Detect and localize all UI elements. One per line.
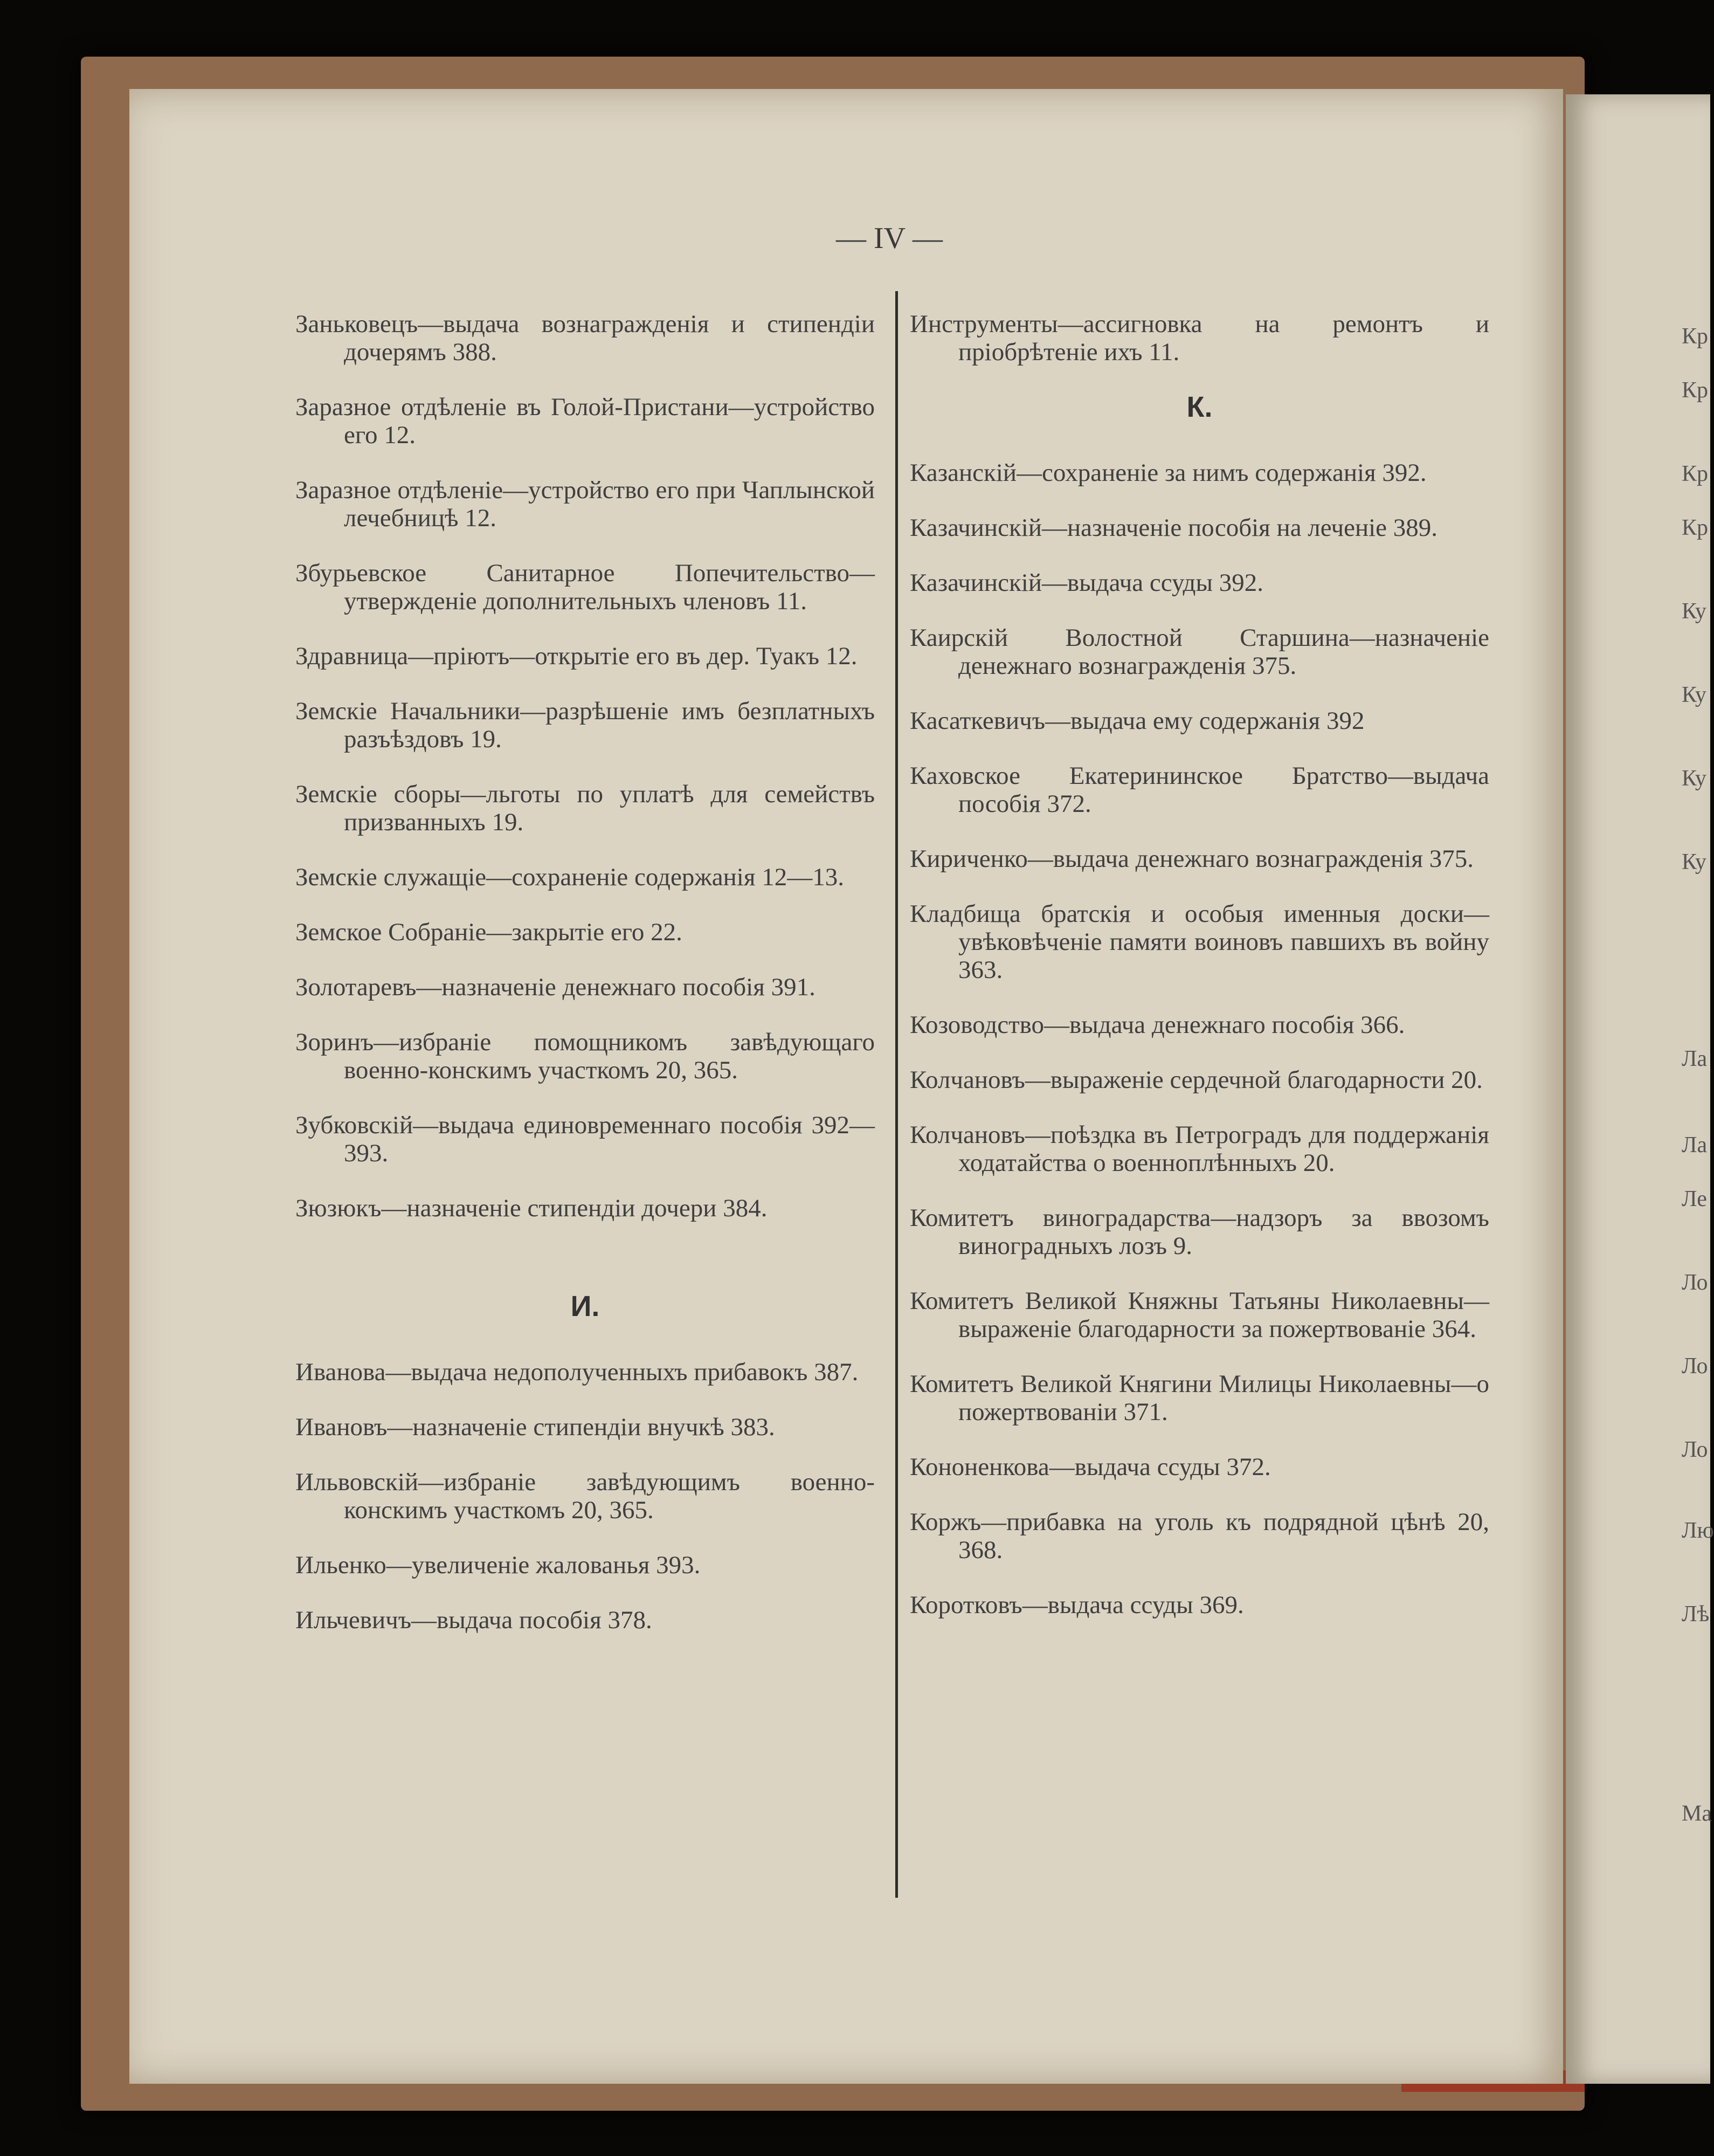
- index-entry: Заразное отдѣленіе—устройство его при Чаплынской лечебницѣ 12.: [295, 476, 875, 532]
- index-entry: Заразное отдѣленіе въ Голой-Пристани—устройство его 12.: [295, 393, 875, 449]
- index-entry: Иванова—выдача недополученныхъ прибавокъ 387.: [295, 1358, 859, 1386]
- index-entry: Комитетъ Великой Княгини Милицы Николаевны—о пожертвованіи 371.: [910, 1370, 1489, 1426]
- index-entry: Земскіе Начальники—разрѣшеніе имъ безплатныхъ разъѣздовъ 19.: [295, 697, 875, 753]
- index-entry: Земское Собраніе—закрытіе его 22.: [295, 918, 682, 946]
- next-page-fragment: Ле: [1682, 1187, 1707, 1211]
- next-page-fragment: Ку: [1682, 766, 1706, 791]
- next-page-fragment: Ла: [1682, 1046, 1708, 1071]
- index-entry: Здравница—пріютъ—открытіе его въ дер. Туакъ 12.: [295, 642, 858, 670]
- next-page-fragment: Ло: [1682, 1270, 1708, 1295]
- index-entry: Зюзюкъ—назначеніе стипендіи дочери 384.: [295, 1194, 768, 1222]
- index-entry: Зубковскій—выдача единовременнаго пособія 392—393.: [295, 1111, 875, 1167]
- next-page-fragment: Кр: [1682, 515, 1709, 540]
- index-entry: Ивановъ—назначеніе стипендіи внучкѣ 383.: [295, 1413, 775, 1441]
- index-entry: Коржъ—прибавка на уголь къ подрядной цѣнѣ 20, 368.: [910, 1508, 1489, 1564]
- index-entry: Козоводство—выдача денежнаго пособія 366.: [910, 1011, 1405, 1039]
- index-entry: Каховское Екатерининское Братство—выдача пособія 372.: [910, 762, 1489, 818]
- index-entry: Комитетъ Великой Княжны Татьяны Николаевны—выраженіе благодарности за пожертвованіе 364.: [910, 1287, 1489, 1343]
- section-letter-k: К.: [1186, 391, 1213, 423]
- index-entry: Каирскій Волостной Старшина—назначеніе денежнаго вознагражденія 375.: [910, 624, 1489, 680]
- index-section-k: [910, 459, 1489, 1619]
- index-entry: Колчановъ—поѣздка въ Петроградъ для поддержанія ходатайства о военноплѣнныхъ 20.: [910, 1121, 1489, 1177]
- next-page-fragment: Ло: [1682, 1354, 1708, 1379]
- next-page-fragment: Ку: [1682, 850, 1706, 874]
- next-page-fragment: Кр: [1682, 324, 1709, 349]
- next-page-fragment: Ма: [1682, 1801, 1712, 1826]
- section-letter-i: И.: [570, 1290, 600, 1322]
- index-entry: Ильвовскій—избраніе завѣдующимъ военно-конскимъ участкомъ 20, 365.: [295, 1468, 875, 1524]
- column-divider: [895, 291, 898, 1898]
- next-page-fragment: Ла: [1682, 1133, 1708, 1158]
- next-page-fragment: Ку: [1682, 683, 1706, 707]
- next-page-fragment: Ло: [1682, 1437, 1708, 1462]
- index-entry: Земскіе сборы—льготы по уплатѣ для семействъ призванныхъ 19.: [295, 780, 875, 836]
- next-page-fragment: Лѣ: [1682, 1602, 1710, 1627]
- index-entry: Комитетъ виноградарства—надзоръ за ввозомъ виноградныхъ лозъ 9.: [910, 1204, 1489, 1260]
- index-entry: Кладбища братскія и особыя именныя доски—увѣковѣченіе памяти воиновъ павшихъ въ войну 363.: [910, 900, 1489, 984]
- next-page-fragment: Лю: [1682, 1518, 1714, 1543]
- index-entry: Заньковецъ—выдача вознагражденія и стипендіи дочерямъ 388.: [295, 310, 875, 366]
- index-entry: Казанскій—сохраненіе за нимъ содержанія 392.: [910, 459, 1427, 487]
- index-entry: Зоринъ—избраніе помощникомъ завѣдующаго военно-конскимъ участкомъ 20, 365.: [295, 1028, 875, 1084]
- index-entry: Збурьевское Санитарное Попечительство—утвержденіе дополнительныхъ членовъ 11.: [295, 559, 875, 615]
- index-entry: Казачинскій—выдача ссуды 392.: [910, 569, 1264, 597]
- index-entry: Земскіе служащіе—сохраненіе содержанія 12—13.: [295, 863, 844, 891]
- index-entry: Кононенкова—выдача ссуды 372.: [910, 1453, 1271, 1481]
- index-entry: Касаткевичъ—выдача ему содержанія 392: [910, 707, 1365, 735]
- index-entry: Колчановъ—выраженіе сердечной благодарности 20.: [910, 1066, 1483, 1094]
- index-entry: Инструменты—ассигновка на ремонтъ и пріобрѣтеніе ихъ 11.: [910, 310, 1489, 366]
- next-page-fragment: Кр: [1682, 461, 1709, 486]
- index-section-i: [295, 1358, 875, 1634]
- next-page-fragment: Ку: [1682, 599, 1706, 624]
- next-page-fragment: Кр: [1682, 378, 1709, 403]
- index-entry: Коротковъ—выдача ссуды 369.: [910, 1591, 1244, 1619]
- index-section-z: [295, 310, 875, 1222]
- index-column-right: [910, 310, 1489, 1646]
- index-entry: Ильчевичъ—выдача пособія 378.: [295, 1606, 652, 1634]
- index-entry: Золотаревъ—назначеніе денежнаго пособія 391.: [295, 973, 815, 1001]
- index-entry: Кириченко—выдача денежнаго вознагражденія 375.: [910, 845, 1474, 873]
- index-entry: Казачинскій—назначеніе пособія на леченіе 389.: [910, 514, 1438, 542]
- index-entry: Ильенко—увеличеніе жалованья 393.: [295, 1551, 701, 1579]
- index-column-left: [295, 310, 875, 1661]
- page-number: — IV —: [835, 222, 943, 255]
